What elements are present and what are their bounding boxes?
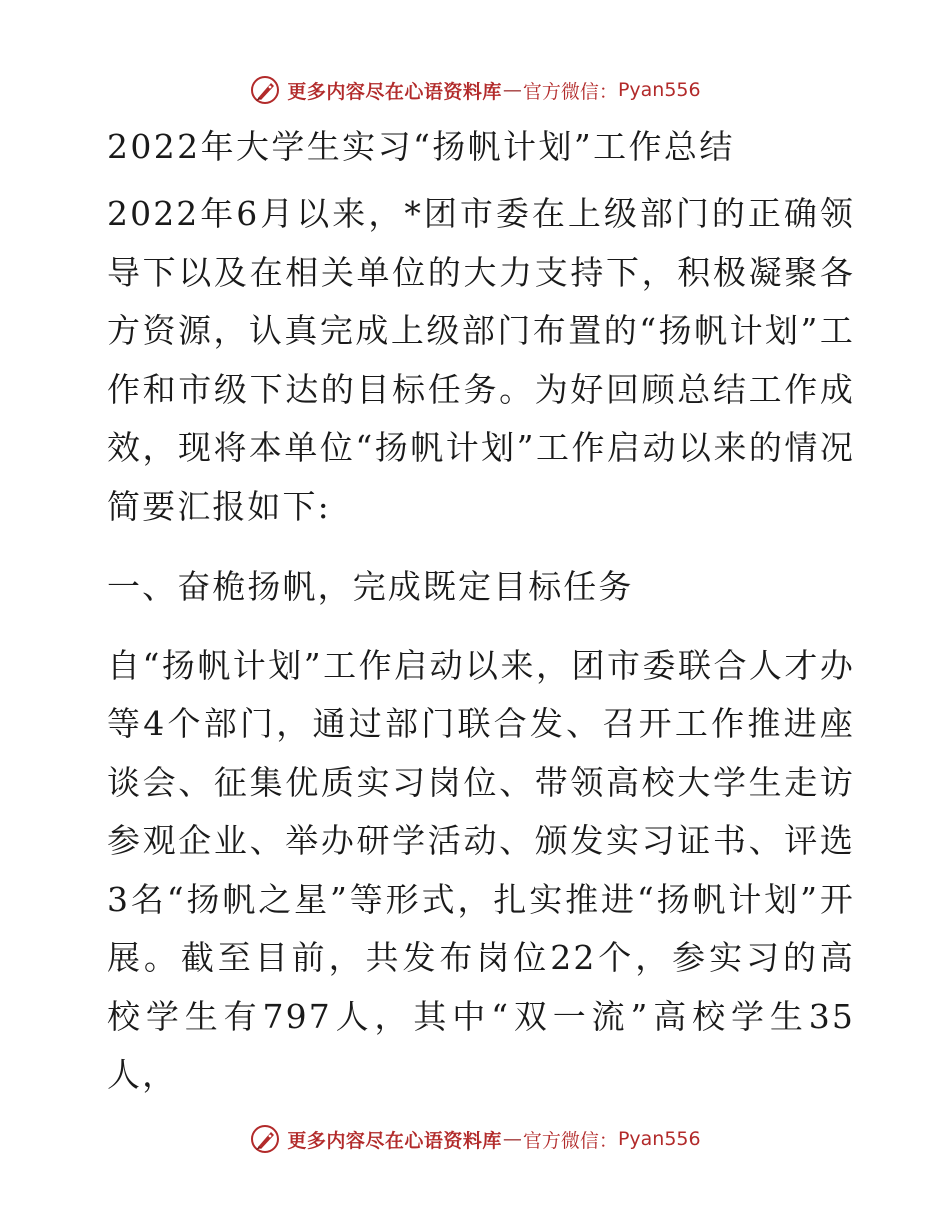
watermark-text: 更多内容尽在心语资料库 [287,80,502,103]
section-paragraph: 自“扬帆计划”工作启动以来，团市委联合人才办等4个部门，通过部门联合发、召开工作推进座谈会、征集优质实习岗位、带领高校大学生走访参观企业、举办研学活动、颁发实习证书、评选3名“扬帆之星”等形式，扎实推进“扬帆计划”开展。截至目前，共发布岗位22个，参实习的高校学生有797人，其中“双一流”高校学生35人， [107,645,855,1094]
watermark-wechat-id: Pyan556 [617,1128,701,1150]
watermark-wechat-id: Pyan556 [617,79,701,101]
footer-watermark [0,1121,950,1157]
quill-pen-logo-icon [249,1123,281,1155]
watermark-text: 更多内容尽在心语资料库 [287,1129,502,1152]
document-body [95,125,855,1105]
watermark-separator: — [502,79,522,101]
watermark-official-label: 官方微信： [522,80,618,103]
quill-pen-logo-icon [249,74,281,106]
header-watermark [0,72,950,108]
intro-paragraph: 2022年6月以来，*团市委在上级部门的正确领导下以及在相关单位的大力支持下，积极凝聚各方资源，认真完成上级部门布置的“扬帆计划”工作和市级下达的目标任务。为好回顾总结工作成效，现将本单位“扬帆计划”工作启动以来的情况简要汇报如下: [107,194,855,526]
watermark-official-label: 官方微信： [522,1129,618,1152]
watermark-separator: — [502,1128,522,1150]
document-title: 2022年大学生实习“扬帆计划”工作总结 [107,127,735,166]
section-heading: 一、奋桅扬帆，完成既定目标任务 [107,567,634,606]
